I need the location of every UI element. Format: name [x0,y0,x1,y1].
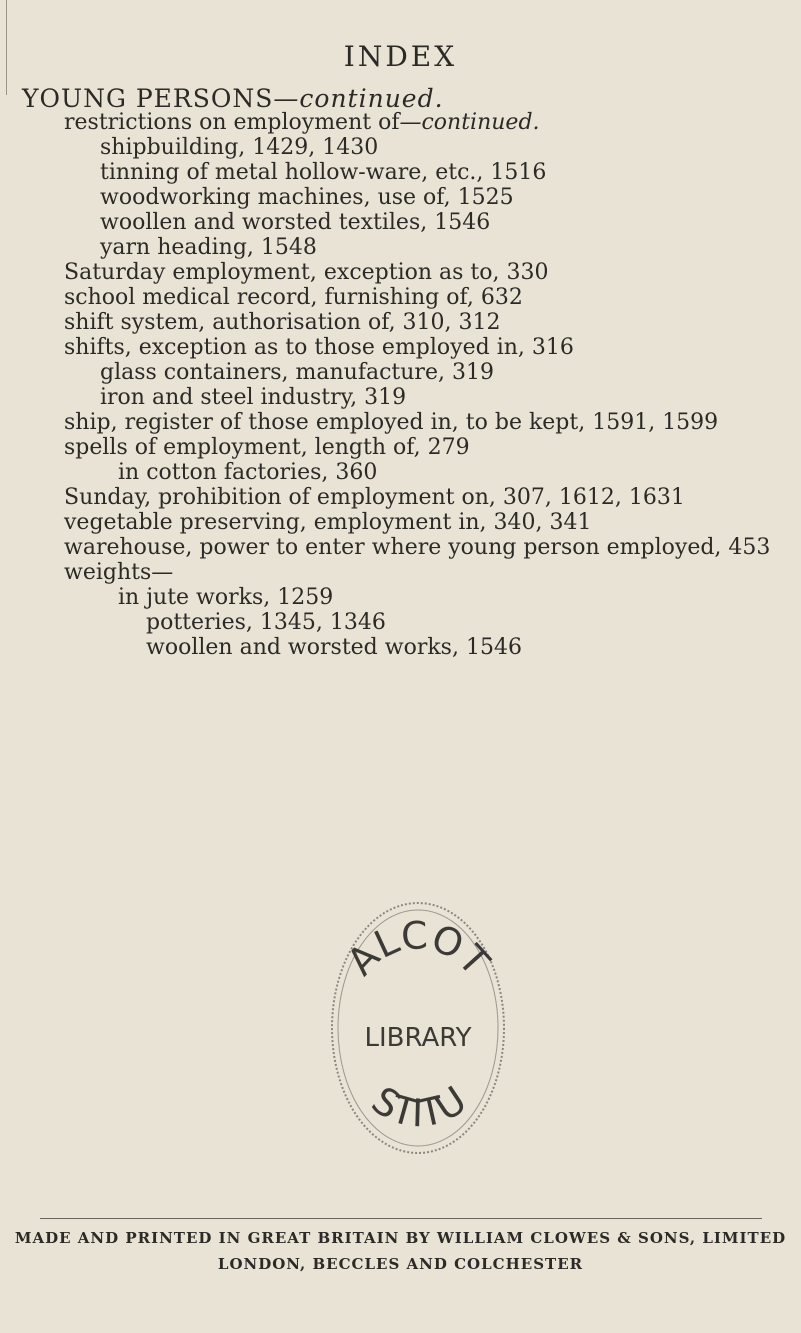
index-line: vegetable preserving, employment in, 340, 341 [64,510,592,535]
footer-divider [40,1218,762,1219]
entry-subheading-continued: —continued. [399,110,540,135]
entry-heading-text: YOUNG PERSONS [22,84,274,113]
printer-imprint: MADE AND PRINTED IN GREAT BRITAIN BY WILLIAM CLOWES & SONS, LIMITED [14,1229,787,1247]
index-line: shifts, exception as to those employed in, 316 [64,335,574,360]
index-line: Saturday employment, exception as to, 330 [64,260,549,285]
library-stamp [328,900,508,1165]
entry-heading [22,86,444,112]
index-line: yarn heading, 1548 [100,235,317,260]
index-line: woollen and worsted works, 1546 [146,635,522,660]
index-line: warehouse, power to enter where young person employed, 453 [64,535,771,560]
entry-subheading [64,110,540,136]
index-line: shipbuilding, 1429, 1430 [100,135,379,160]
stamp-bottom-text: STITU [363,1077,475,1136]
index-line: iron and steel industry, 319 [100,385,407,410]
stamp-library-text: LIBRARY [364,1023,472,1053]
page-title: INDEX [343,40,458,73]
index-line: shift system, authorisation of, 310, 312 [64,310,501,335]
index-line: woollen and worsted textiles, 1546 [100,210,491,235]
index-line: in jute works, 1259 [118,585,334,610]
entry-heading-continued: —continued. [273,84,444,113]
index-line: in cotton factories, 360 [118,460,378,485]
entry-subheading-text: restrictions on employment of [64,110,400,135]
stamp-top-text: ALCOT [338,913,498,984]
index-line: school medical record, furnishing of, 632 [64,285,523,310]
index-line: potteries, 1345, 1346 [146,610,386,635]
index-line: spells of employment, length of, 279 [64,435,470,460]
index-line: weights— [64,560,174,585]
index-line: Sunday, prohibition of employment on, 307, 1612, 1631 [64,485,685,510]
index-line: glass containers, manufacture, 319 [100,360,494,385]
index-line: woodworking machines, use of, 1525 [100,185,514,210]
index-line: ship, register of those employed in, to be kept, 1591, 1599 [64,410,719,435]
printer-location: LONDON, BECCLES AND COLCHESTER [217,1255,584,1273]
index-line: tinning of metal hollow-ware, etc., 1516 [100,160,547,185]
